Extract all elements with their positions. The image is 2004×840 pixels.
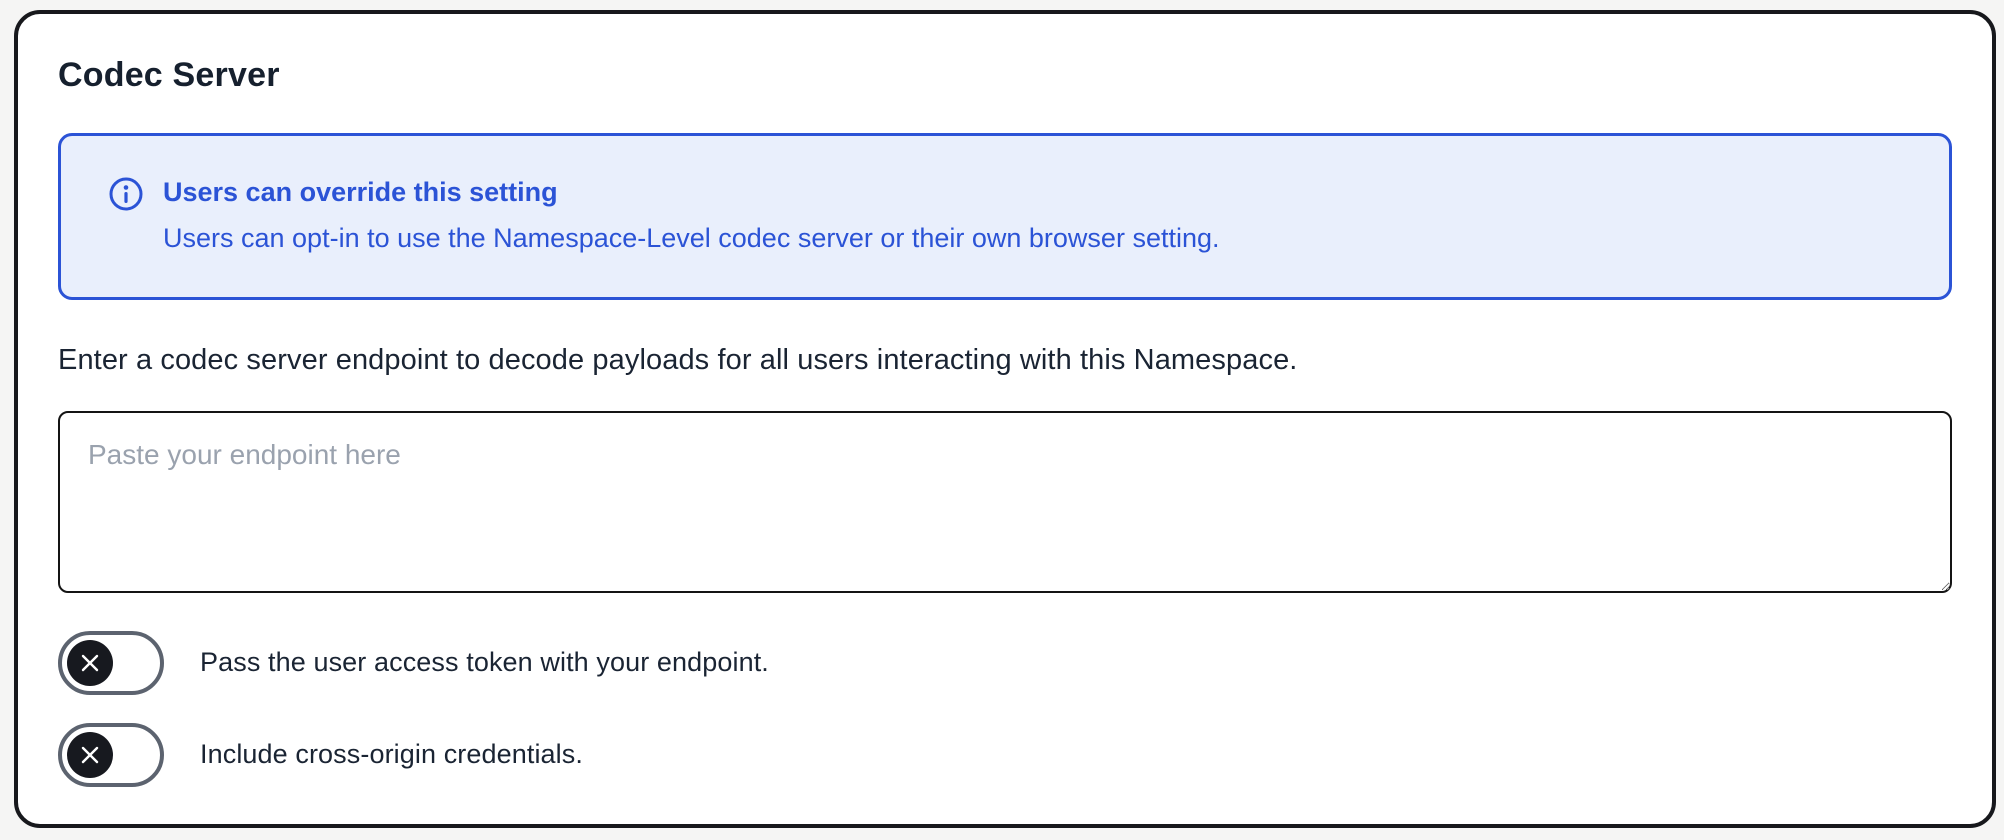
pass-access-token-toggle[interactable] [58, 631, 164, 695]
codec-server-card [14, 10, 1996, 828]
page-title: Codec Server [58, 56, 280, 94]
x-icon [78, 743, 102, 767]
toggle-row-cross-origin-credentials [58, 723, 1952, 787]
pass-access-token-label: Pass the user access token with your endpoint. [200, 647, 769, 678]
endpoint-input[interactable] [58, 411, 1952, 593]
info-banner-description: Users can opt-in to use the Namespace-Level codec server or their own browser setting. [163, 223, 1220, 254]
info-icon [109, 177, 143, 211]
info-banner-text [163, 176, 1901, 255]
cross-origin-credentials-toggle[interactable] [58, 723, 164, 787]
endpoint-instruction: Enter a codec server endpoint to decode payloads for all users interacting with this Namespace. [58, 343, 1298, 376]
info-banner-title: Users can override this setting [163, 177, 558, 207]
toggle-knob [67, 640, 113, 686]
toggle-knob [67, 732, 113, 778]
cross-origin-credentials-label: Include cross-origin credentials. [200, 739, 583, 770]
info-banner [58, 133, 1952, 300]
x-icon [78, 651, 102, 675]
toggle-row-pass-access-token [58, 631, 1952, 695]
